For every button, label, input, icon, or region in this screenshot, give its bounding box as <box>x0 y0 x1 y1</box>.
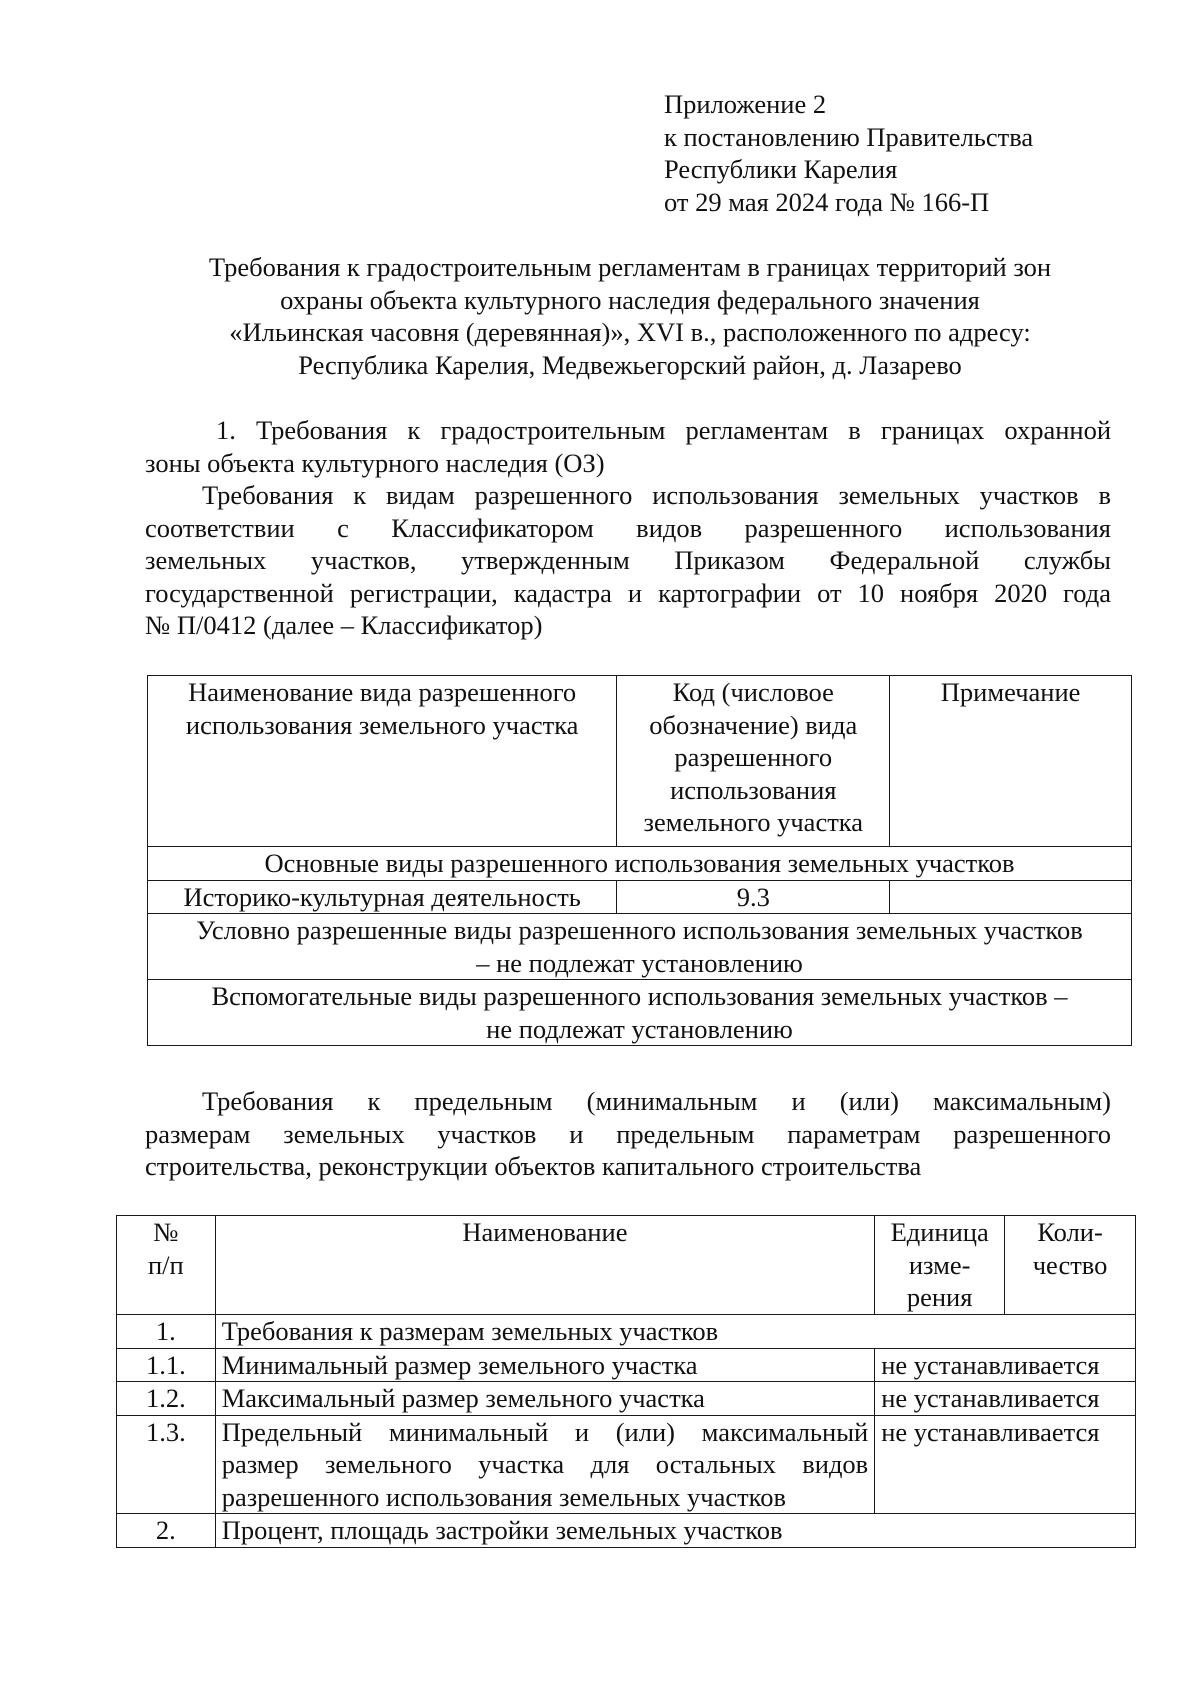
header-cell-number: № п/п <box>117 1216 216 1315</box>
cell-number: 1.2. <box>117 1382 216 1416</box>
text-line: зоны объекта культурного наследия (ОЗ) <box>145 447 605 478</box>
text-line: строительства, реконструкции объектов капитального строительства <box>145 1151 922 1181</box>
appendix-block <box>664 88 1124 218</box>
appendix-line: к постановлению Правительства <box>664 121 1034 152</box>
table-row <box>117 1514 1136 1548</box>
header-cell-quantity: Коли- чество <box>1005 1216 1136 1315</box>
cell-number: 1.3. <box>117 1415 216 1514</box>
section-row-main: Основные виды разрешенного использования земельных участков <box>148 847 1132 881</box>
section-row-auxiliary: Вспомогательные виды разрешенного использования земельных участков – не подлежат установлению <box>148 980 1132 1046</box>
document-title <box>145 251 1115 381</box>
cell-name: Минимальный размер земельного участка <box>215 1348 874 1382</box>
cell-value: не устанавливается <box>875 1382 1136 1416</box>
text-line: № П/0412 (далее – Классификатор) <box>145 610 543 640</box>
appendix-line: от 29 мая 2024 года № 166-П <box>664 186 990 217</box>
parameters-table <box>116 1215 1136 1548</box>
table-header-row <box>148 676 1132 847</box>
cell-name: Максимальный размер земельного участка <box>215 1382 874 1416</box>
table-row <box>148 980 1132 1046</box>
section-row-conditional: Условно разрешенные виды разрешенного использования земельных участков – не подлежат установлению <box>148 914 1132 980</box>
text-line: размерам земельных участков и предельным параметрам разрешенного <box>145 1118 1111 1149</box>
text-line: соответствии с Классификатором видов разрешенного использования <box>145 512 1111 543</box>
text-line: государственной регистрации, кадастра и картографии от 10 ноября 2020 года <box>145 577 1111 608</box>
cell-number: 2. <box>117 1514 216 1548</box>
table-header-row <box>117 1216 1136 1315</box>
cell-name: Требования к размерам земельных участков <box>215 1315 1135 1349</box>
text-line: 1. Требования к градостроительным регламентам в границах охранной <box>216 415 1111 445</box>
cell-use-code: 9.3 <box>617 880 890 914</box>
title-line: Республика Карелия, Медвежьегорский район, д. Лазарево <box>298 349 962 380</box>
header-cell-note: Примечание <box>890 676 1132 847</box>
cell-number: 1. <box>117 1315 216 1349</box>
table-row <box>117 1382 1136 1416</box>
title-line: охраны объекта культурного наследия федерального значения <box>280 284 980 315</box>
header-cell-unit: Единица изме- рения <box>875 1216 1005 1315</box>
cell-value: не устанавливается <box>875 1348 1136 1382</box>
cell-value: не устанавливается <box>875 1415 1136 1514</box>
cell-use-name: Историко-культурная деятельность <box>148 880 617 914</box>
table-row <box>117 1415 1136 1514</box>
section1-paragraph <box>145 479 1111 642</box>
appendix-line: Приложение 2 <box>664 89 827 119</box>
cell-name: Процент, площадь застройки земельных участков <box>215 1514 1135 1548</box>
table-row <box>148 847 1132 881</box>
table-row <box>117 1348 1136 1382</box>
table-row <box>148 880 1132 914</box>
text-line: Требования к предельным (минимальным и (или) максимальным) <box>202 1086 1111 1116</box>
header-cell-name: Наименование <box>215 1216 874 1315</box>
text-line: Требования к видам разрешенного использования земельных участков в <box>202 480 1111 510</box>
section2-paragraph <box>145 1085 1111 1183</box>
cell-use-note <box>890 880 1132 914</box>
header-cell-name: Наименование вида разрешенного использования земельного участка <box>148 676 617 847</box>
text-line: земельных участков, утвержденным Приказом Федеральной службы <box>145 545 1111 575</box>
table-row <box>117 1315 1136 1349</box>
table-row <box>148 914 1132 980</box>
cell-number: 1.1. <box>117 1348 216 1382</box>
appendix-line: Республики Карелия <box>664 154 898 184</box>
cell-name: Предельный минимальный и (или) максимальный размер земельного участка для остальных видов разрешенного использования земельных участков <box>215 1415 874 1514</box>
land-use-types-table <box>147 675 1132 1046</box>
header-cell-code: Код (числовое обозначение) вида разрешенного использования земельного участка <box>617 676 890 847</box>
section1-heading <box>145 414 1111 479</box>
title-line: «Ильинская часовня (деревянная)», XVI в., расположенного по адресу: <box>229 317 1031 347</box>
title-line: Требования к градостроительным регламентам в границах территорий зон <box>208 252 1052 282</box>
